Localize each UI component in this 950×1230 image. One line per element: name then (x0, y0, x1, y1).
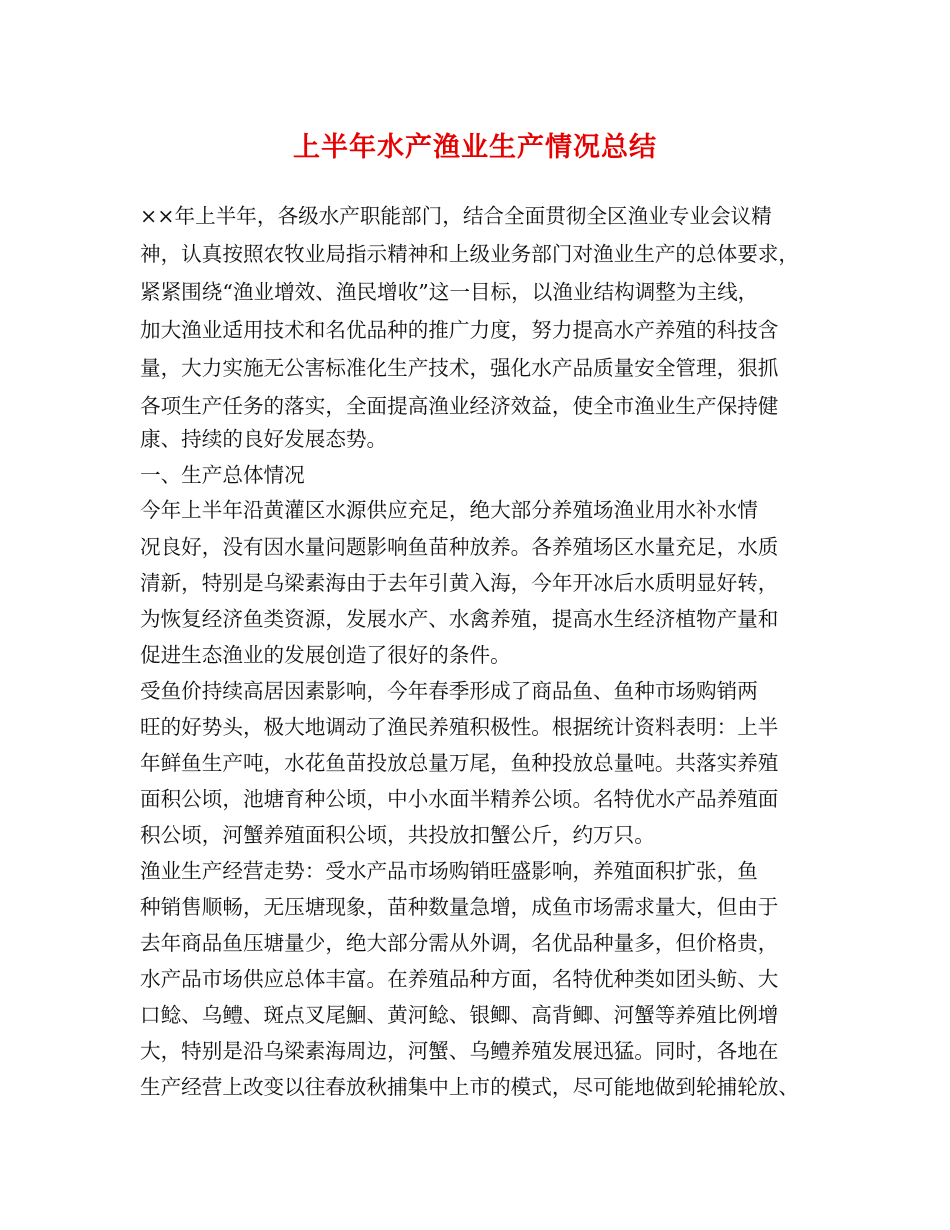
paragraph-line: ××年上半年，各级水产职能部门，结合全面贯彻全区渔业专业会议精 (140, 204, 772, 228)
section-heading: 一、生产总体情况 (140, 463, 305, 487)
paragraph-line: 渔业生产经营走势：受水产品市场购销旺盛影响，养殖面积扩张，鱼 (140, 859, 758, 883)
paragraph-line: 康、持续的良好发展态势。 (140, 427, 388, 451)
paragraph-line: 种销售顺畅，无压塘现象，苗种数量急增，成鱼市场需求量大，但由于 (140, 895, 779, 919)
paragraph-line: 清新，特别是乌梁素海由于去年引黄入海，今年开冰后水质明显好转， (140, 571, 779, 595)
paragraph-line: 加大渔业适用技术和名优品种的推广力度，努力提高水产养殖的科技含 (140, 318, 779, 342)
paragraph-line: 受鱼价持续高居因素影响，今年春季形成了商品鱼、鱼种市场购销两 (140, 679, 758, 703)
paragraph-line: 年鲜鱼生产吨，水花鱼苗投放总量万尾，鱼种投放总量吨。共落实养殖 (140, 751, 779, 775)
paragraph-line: 面积公顷，池塘育种公顷，中小水面半精养公顷。名特优水产品养殖面 (140, 787, 779, 811)
paragraph-line: 积公顷，河蟹养殖面积公顷，共投放扣蟹公斤，约万只。 (140, 823, 655, 847)
paragraph-line: 口鲶、乌鳢、斑点叉尾鮰、黄河鲶、银鲫、高背鲫、河蟹等养殖比例增 (140, 1003, 779, 1027)
paragraph-line: 去年商品鱼压塘量少，绝大部分需从外调，名优品种量多，但价格贵， (140, 931, 779, 955)
paragraph-line: 神，认真按照农牧业局指示精神和上级业务部门对渔业生产的总体要求， (140, 242, 799, 266)
paragraph-line: 水产品市场供应总体丰富。在养殖品种方面，名特优种类如团头鲂、大 (140, 967, 779, 991)
paragraph-line: 促进生态渔业的发展创造了很好的条件。 (140, 643, 511, 667)
paragraph-line: 量，大力实施无公害标准化生产技术，强化水产品质量安全管理，狠抓 (140, 356, 779, 380)
paragraph-line: 为恢复经济鱼类资源，发展水产、水禽养殖，提高水生经济植物产量和 (140, 607, 779, 631)
paragraph-line: 今年上半年沿黄灌区水源供应充足，绝大部分养殖场渔业用水补水情 (140, 498, 758, 522)
paragraph-line: 旺的好势头，极大地调动了渔民养殖积极性。根据统计资料表明：上半 (140, 715, 779, 739)
paragraph-line: 况良好，没有因水量问题影响鱼苗种放养。各养殖场区水量充足，水质 (140, 535, 779, 559)
paragraph-line: 紧紧围绕“渔业增效、渔民增收”这一目标，以渔业结构调整为主线， (140, 280, 759, 304)
paragraph-line: 各项生产任务的落实，全面提高渔业经济效益，使全市渔业生产保持健 (140, 394, 779, 418)
document-title: 上半年水产渔业生产情况总结 (293, 132, 657, 163)
paragraph-line: 大，特别是沿乌梁素海周边，河蟹、乌鳢养殖发展迅猛。同时，各地在 (140, 1039, 779, 1063)
paragraph-line: 生产经营上改变以往春放秋捕集中上市的模式，尽可能地做到轮捕轮放、 (140, 1075, 799, 1099)
